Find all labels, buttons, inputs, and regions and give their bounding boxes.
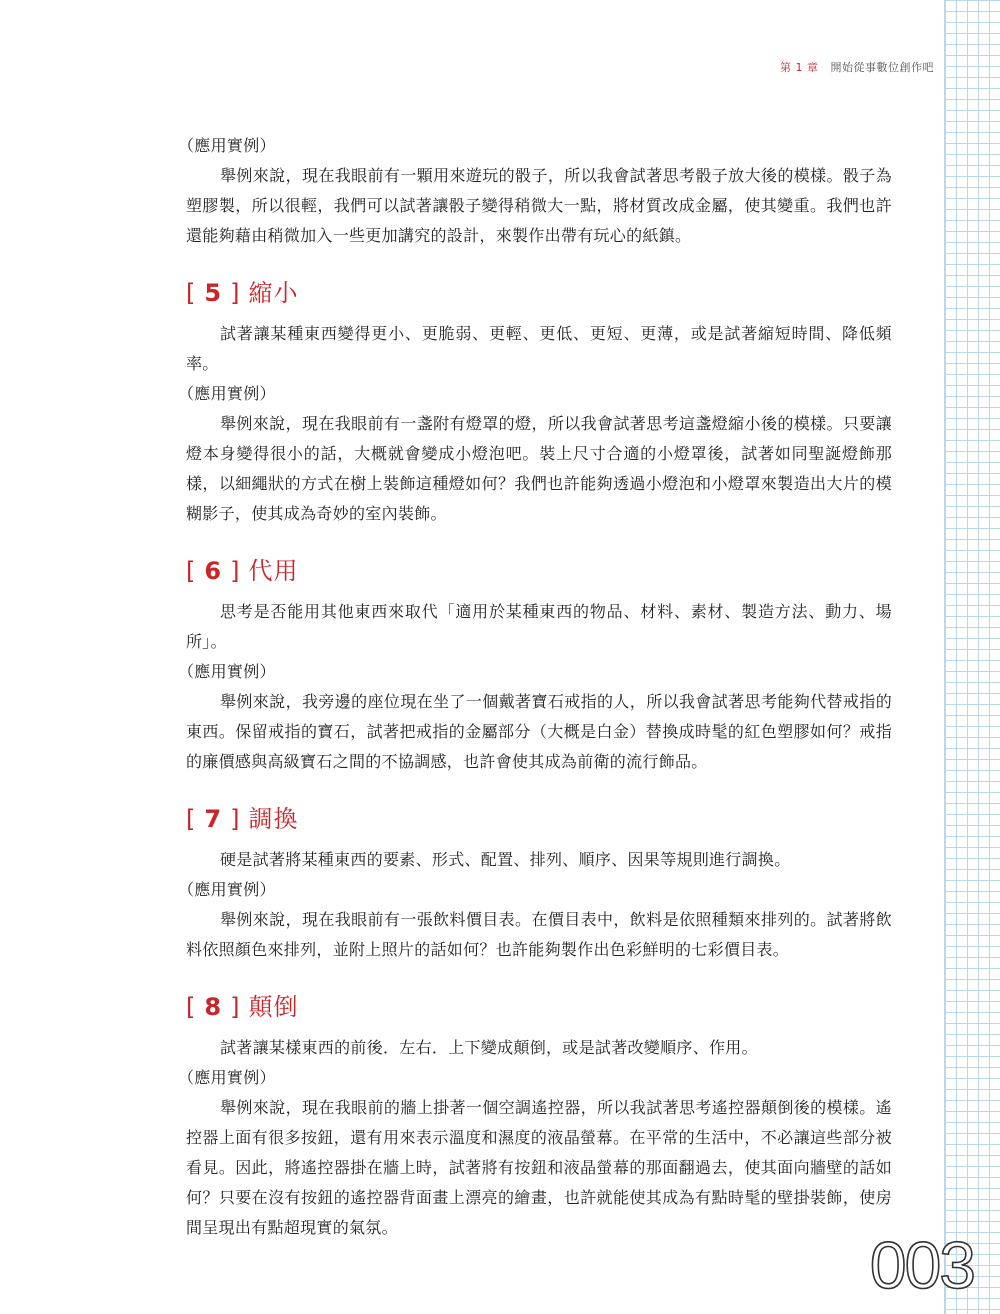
section-heading [186,273,892,313]
example-paragraph: 舉例來說，現在我眼前有一顆用來遊玩的骰子，所以我會試著思考骰子放大後的模樣。骰子為塑膠製，所以很輕，我們可以試著讓骰子變得稍微大一點，將材質改成金屬，使其變重。我們也許還能夠藉由稍微加入一些更加講究的設計，來製作出帶有玩心的紙鎮。 [186,166,892,245]
bracket-close: ] [230,805,241,833]
graph-paper-margin [944,0,1000,1314]
bracket-open: [ [186,557,197,585]
section-heading [186,987,892,1027]
example-paragraph: 舉例來說，現在我眼前有一張飲料價目表。在價目表中，飲料是依照種類來排列的。試著將飲料依照顏色來排列，並附上照片的話如何？也許能夠製作出色彩鮮明的七彩價目表。 [186,910,892,959]
example-label: （應用實例） [178,384,276,403]
example-label: （應用實例） [178,136,276,155]
section-title: 調換 [248,805,299,833]
section-title: 縮小 [248,279,299,307]
example-label: （應用實例） [178,880,276,899]
running-header [780,59,934,75]
page-body [178,131,892,1243]
bracket-open: [ [186,279,197,307]
section-heading [186,799,892,839]
section-title: 顛倒 [248,993,299,1021]
section-number: 7 [204,805,223,833]
section-number: 5 [204,279,223,307]
section-description: 硬是試著將某種東西的要素、形式、配置、排列、順序、因果等規則進行調換。 [220,850,791,869]
section-number: 6 [204,557,223,585]
chapter-title: 開始從事數位創作吧 [830,61,934,74]
section-description: 試著讓某樣東西的前後．左右．上下變成顛倒，或是試著改變順序、作用。 [220,1038,758,1057]
bracket-open: [ [186,805,197,833]
chapter-label: 第 1 章 [780,61,819,74]
section-heading [186,551,892,591]
section-number: 8 [204,993,223,1021]
example-paragraph: 舉例來說，我旁邊的座位現在坐了一個戴著寶石戒指的人，所以我會試著思考能夠代替戒指的東西。保留戒指的寶石，試著把戒指的金屬部分（大概是白金）替換成時髦的紅色塑膠如何？戒指的廉價感與高級寶石之間的不協調感，也許會使其成為前衛的流行飾品。 [186,692,892,771]
bracket-close: ] [230,557,241,585]
example-label: （應用實例） [178,662,276,681]
bracket-open: [ [186,993,197,1021]
section-title: 代用 [248,557,299,585]
example-paragraph: 舉例來說，現在我眼前的牆上掛著一個空調遙控器，所以我試著思考遙控器顛倒後的模樣。遙控器上面有很多按鈕，還有用來表示溫度和濕度的液晶螢幕。在平常的生活中，不必讓這些部分被看見。因此，將遙控器掛在牆上時，試著將有按鈕和液晶螢幕的那面翻過去，使其面向牆壁的話如何？只要在沒有按鈕的遙控器背面畫上漂亮的繪畫，也許就能使其成為有點時髦的壁掛裝飾，使房間呈現出有點超現實的氣氛。 [186,1098,892,1237]
example-paragraph: 舉例來說，現在我眼前有一盞附有燈罩的燈，所以我會試著思考這盞燈縮小後的模樣。只要讓燈本身變得很小的話，大概就會變成小燈泡吧。裝上尺寸合適的小燈罩後，試著如同聖誕燈飾那樣，以細繩狀的方式在樹上裝飾這種燈如何？我們也許能夠透過小燈泡和小燈罩來製造出大片的模糊影子，使其成為奇妙的室內裝飾。 [186,414,892,523]
section-description: 試著讓某種東西變得更小、更脆弱、更輕、更低、更短、更薄，或是試著縮短時間、降低頻率。 [186,324,892,373]
example-label: （應用實例） [178,1068,276,1087]
bracket-close: ] [230,279,241,307]
page-number: 003 [869,1228,974,1302]
bracket-close: ] [230,993,241,1021]
section-description: 思考是否能用其他東西來取代「適用於某種東西的物品、材料、素材、製造方法、動力、場所」。 [186,602,892,651]
